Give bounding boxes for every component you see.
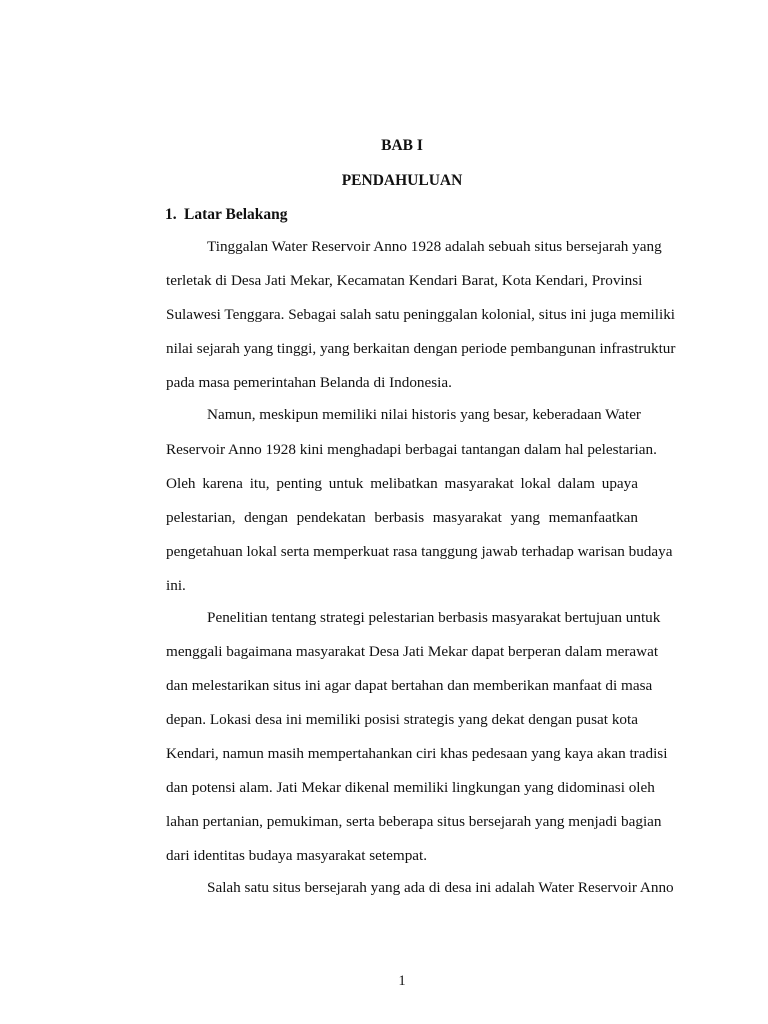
chapter-title: PENDAHULUAN bbox=[341, 172, 463, 189]
body-line: ini. bbox=[166, 577, 186, 594]
body-line: Kendari, namun masih mempertahankan ciri khas pedesaan yang kaya akan tradisi bbox=[166, 745, 668, 762]
body-line: Salah satu situs bersejarah yang ada di desa ini adalah Water Reservoir Anno bbox=[207, 879, 674, 896]
body-line: Oleh karena itu, penting untuk melibatkan masyarakat lokal dalam upaya bbox=[166, 475, 638, 492]
body-line: menggali bagaimana masyarakat Desa Jati Mekar dapat berperan dalam merawat bbox=[166, 643, 659, 660]
section-title: Latar Belakang bbox=[184, 206, 288, 223]
body-line: Reservoir Anno 1928 kini menghadapi berbagai tantangan dalam hal pelestarian. bbox=[166, 441, 657, 458]
body-line: terletak di Desa Jati Mekar, Kecamatan Kendari Barat, Kota Kendari, Provinsi bbox=[166, 272, 643, 289]
body-line: nilai sejarah yang tinggi, yang berkaitan dengan periode pembangunan infrastruktur bbox=[166, 340, 676, 357]
body-line: Namun, meskipun memiliki nilai historis yang besar, keberadaan Water bbox=[207, 406, 641, 423]
body-line: pengetahuan lokal serta memperkuat rasa tanggung jawab terhadap warisan budaya bbox=[166, 543, 673, 560]
body-line: dan potensi alam. Jati Mekar dikenal memiliki lingkungan yang didominasi oleh bbox=[166, 779, 655, 796]
chapter-number: BAB I bbox=[381, 137, 423, 154]
section-heading bbox=[165, 206, 288, 224]
body-line: Tinggalan Water Reservoir Anno 1928 adalah sebuah situs bersejarah yang bbox=[207, 238, 662, 255]
body-line: Sulawesi Tenggara. Sebagai salah satu peninggalan kolonial, situs ini juga memiliki bbox=[166, 306, 676, 323]
body-line: dari identitas budaya masyarakat setempat. bbox=[166, 847, 428, 864]
body-line: Penelitian tentang strategi pelestarian berbasis masyarakat bertujuan untuk bbox=[207, 609, 661, 626]
body-line: pada masa pemerintahan Belanda di Indonesia. bbox=[166, 374, 452, 391]
body-line: depan. Lokasi desa ini memiliki posisi strategis yang dekat dengan pusat kota bbox=[166, 711, 638, 728]
body-line: dan melestarikan situs ini agar dapat bertahan dan memberikan manfaat di masa bbox=[166, 677, 653, 694]
body-line: lahan pertanian, pemukiman, serta beberapa situs bersejarah yang menjadi bagian bbox=[166, 813, 662, 830]
body-line: pelestarian, dengan pendekatan berbasis masyarakat yang memanfaatkan bbox=[166, 509, 638, 526]
section-number: 1. bbox=[165, 206, 177, 223]
page-number: 1 bbox=[398, 973, 406, 989]
